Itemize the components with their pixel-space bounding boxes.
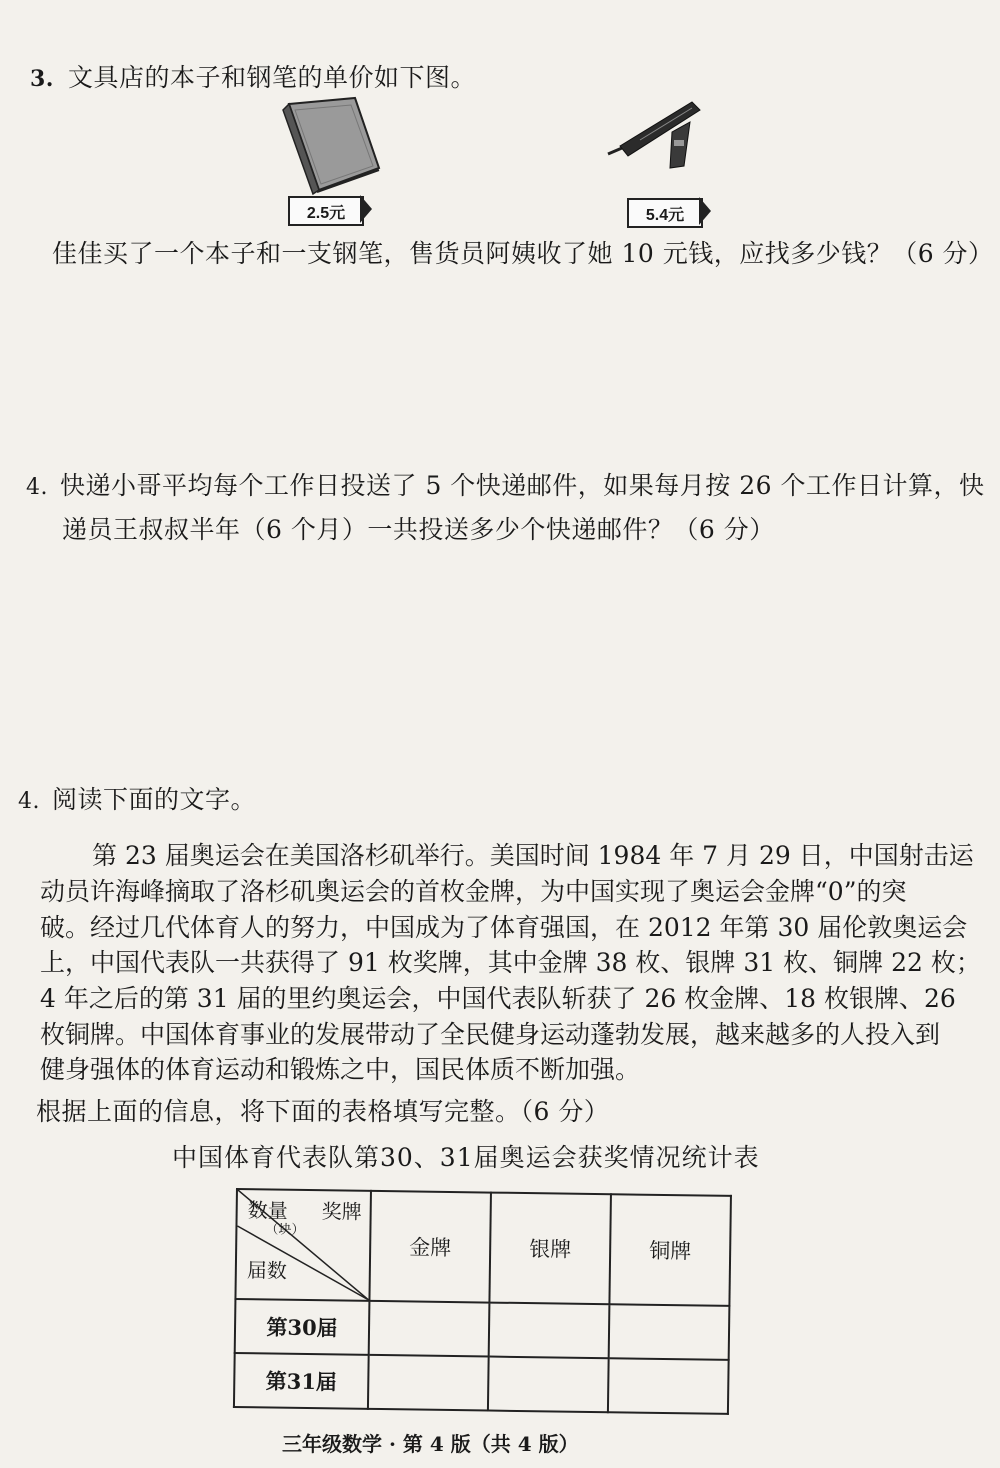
table-header-row bbox=[235, 1189, 730, 1306]
page-footer: 三年级数学 · 第 4 版（共 4 版） bbox=[282, 1432, 579, 1456]
q3-intro: 文具店的本子和钢笔的单价如下图。 bbox=[67, 63, 476, 92]
paragraph-line: 破。经过几代体育人的努力，中国成为了体育强国，在 2012 年第 30 届伦敦奥运会 bbox=[40, 913, 968, 942]
q4-line2: 递员王叔叔半年（6 个月）一共投送多少个快递邮件？（6 分） bbox=[62, 515, 775, 544]
q4-line1 bbox=[26, 466, 985, 502]
column-header-gold: 金牌 bbox=[369, 1191, 491, 1303]
answer-cell-bronze-31[interactable] bbox=[608, 1358, 729, 1414]
paragraph-line: 枚铜牌。中国体育事业的发展带动了全民健身运动蓬勃发展，越来越多的人投入到 bbox=[40, 1020, 941, 1049]
table-instruction: 根据上面的信息，将下面的表格填写完整。（6 分） bbox=[36, 1097, 610, 1126]
answer-cell-gold-31[interactable] bbox=[368, 1355, 489, 1411]
q4b-heading bbox=[18, 780, 256, 816]
column-header-bronze: 铜牌 bbox=[609, 1194, 731, 1306]
notebook-price: 2.5元 bbox=[306, 204, 346, 222]
q3-heading bbox=[30, 58, 476, 94]
corner-quantity: 数量 bbox=[247, 1198, 288, 1223]
answer-cell-gold-30[interactable] bbox=[369, 1301, 490, 1357]
table-corner-cell bbox=[235, 1189, 371, 1301]
row-header-31: 第31届 bbox=[234, 1353, 369, 1409]
paragraph-line: 第 23 届奥运会在美国洛杉矶举行。美国时间 1984 年 7 月 29 日，中国射击运 bbox=[92, 841, 974, 870]
column-header-silver: 银牌 bbox=[489, 1193, 611, 1305]
q3-question: 佳佳买了一个本子和一支钢笔，售货员阿姨收了她 10 元钱，应找多少钱？（6 分） bbox=[52, 239, 994, 268]
table-row bbox=[234, 1353, 729, 1414]
notebook-image bbox=[275, 96, 385, 196]
paragraph-line: 健身强体的体育运动和锻炼之中，国民体质不断加强。 bbox=[40, 1055, 641, 1084]
corner-session: 届数 bbox=[246, 1258, 288, 1283]
answer-cell-silver-30[interactable] bbox=[489, 1303, 610, 1359]
table-row bbox=[235, 1299, 730, 1360]
corner-medal: 奖牌 bbox=[321, 1199, 362, 1224]
q4b-title: 阅读下面的文字。 bbox=[52, 785, 257, 814]
paragraph-line: 上，中国代表队一共获得了 91 枚奖牌，其中金牌 38 枚、银牌 31 枚、铜牌 22 枚； bbox=[40, 948, 981, 977]
tag-tail-icon bbox=[360, 195, 372, 223]
paragraph-line: 动员许海峰摘取了洛杉矶奥运会的首枚金牌，为中国实现了奥运会金牌“0”的突 bbox=[40, 877, 907, 906]
answer-cell-bronze-30[interactable] bbox=[609, 1304, 730, 1360]
paragraph-line: 4 年之后的第 31 届的里约奥运会，中国代表队斩获了 26 枚金牌、18 枚银牌、26 bbox=[40, 984, 956, 1013]
q3-number: 3. bbox=[30, 66, 54, 92]
table-title: 中国体育代表队第30、31届奥运会获奖情况统计表 bbox=[172, 1143, 760, 1172]
row-header-30: 第30届 bbox=[235, 1299, 370, 1355]
pen-price-tag bbox=[627, 198, 703, 228]
q4-number: 4. bbox=[26, 475, 48, 500]
corner-unit: （块） bbox=[265, 1222, 305, 1238]
pen-price: 5.4元 bbox=[645, 206, 685, 224]
award-table bbox=[233, 1188, 732, 1415]
answer-cell-silver-31[interactable] bbox=[488, 1357, 609, 1413]
pen-image bbox=[600, 96, 710, 176]
q4-text-line1: 快递小哥平均每个工作日投送了 5 个快递邮件，如果每月按 26 个工作日计算，快 bbox=[60, 471, 985, 500]
tag-tail-icon bbox=[699, 197, 711, 225]
q4b-number: 4. bbox=[18, 789, 40, 814]
notebook-price-tag bbox=[288, 196, 364, 226]
